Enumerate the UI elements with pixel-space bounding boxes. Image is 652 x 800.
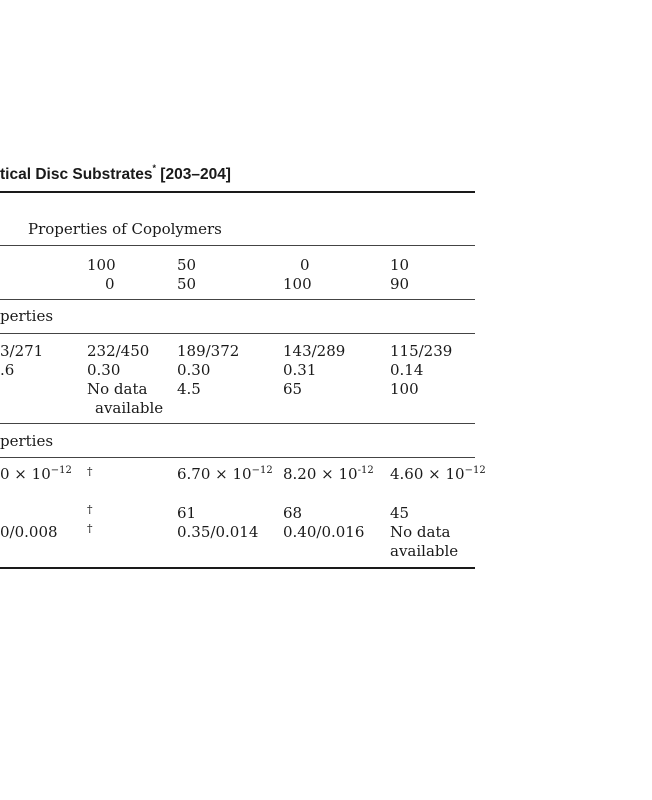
table-cell: 0.31 — [283, 361, 317, 379]
table-cell: 0.40/0.016 — [283, 523, 365, 541]
top-rule — [0, 191, 475, 193]
composition-cell: 10 — [390, 256, 410, 274]
table-title-text: tical Disc Substrates — [0, 166, 153, 184]
table-cell: 232/450 — [87, 342, 150, 360]
table-cell: $8.20 \times 10^{-12}$ — [283, 465, 374, 483]
composition-cell: 50 — [177, 256, 197, 274]
table-cell: $6.70 \times 10^{-12}$ — [177, 465, 273, 483]
table-cell-continuation: available — [95, 399, 164, 417]
table-cell: 45 — [390, 504, 410, 522]
table-cell: No data — [87, 380, 148, 398]
group-header-rule — [0, 245, 475, 246]
section-rule — [0, 457, 475, 458]
bottom-rule — [0, 567, 475, 569]
dagger-mark: † — [87, 522, 93, 535]
composition-cell: 0 — [105, 275, 115, 293]
table-cell: 4.5 — [177, 380, 201, 398]
composition-cell: 90 — [390, 275, 410, 293]
table-cell: 65 — [283, 380, 303, 398]
table-title-refs: [203–204] — [156, 166, 231, 184]
table-cell: $4.60 \times 10^{-12}$ — [390, 465, 486, 483]
table-cell: 0.14 — [390, 361, 424, 379]
composition-cell: 100 — [87, 256, 116, 274]
table-cell: 143/289 — [283, 342, 346, 360]
section-heading: perties — [0, 307, 54, 325]
section-rule — [0, 333, 475, 334]
dagger-mark: † — [87, 503, 93, 516]
table-title — [0, 165, 231, 184]
table-cell: 100 — [390, 380, 419, 398]
composition-cell: 0 — [300, 256, 310, 274]
table-cell: 0/0.008 — [0, 523, 58, 541]
table-cell: 61 — [177, 504, 197, 522]
section-heading: perties — [0, 432, 54, 450]
section-rule — [0, 423, 475, 424]
table-cell: 68 — [283, 504, 303, 522]
composition-cell: 50 — [177, 275, 197, 293]
table-cell-continuation: available — [390, 542, 459, 560]
table-cell: $0 \times 10^{-12}$ — [0, 465, 72, 483]
table-cell: 0.35/0.014 — [177, 523, 259, 541]
table-title-asterisk: * — [152, 163, 156, 173]
section-rule — [0, 299, 475, 300]
table-cell: 3/271 — [0, 342, 44, 360]
dagger-mark: † — [87, 465, 93, 478]
table-cell: No data — [390, 523, 451, 541]
table-cell: 0.30 — [177, 361, 211, 379]
table-cell: 189/372 — [177, 342, 240, 360]
table-cell: 115/239 — [390, 342, 453, 360]
table-cell: 0.30 — [87, 361, 121, 379]
group-header: Properties of Copolymers — [28, 220, 222, 238]
table-cell: .6 — [0, 361, 15, 379]
composition-cell: 100 — [283, 275, 312, 293]
